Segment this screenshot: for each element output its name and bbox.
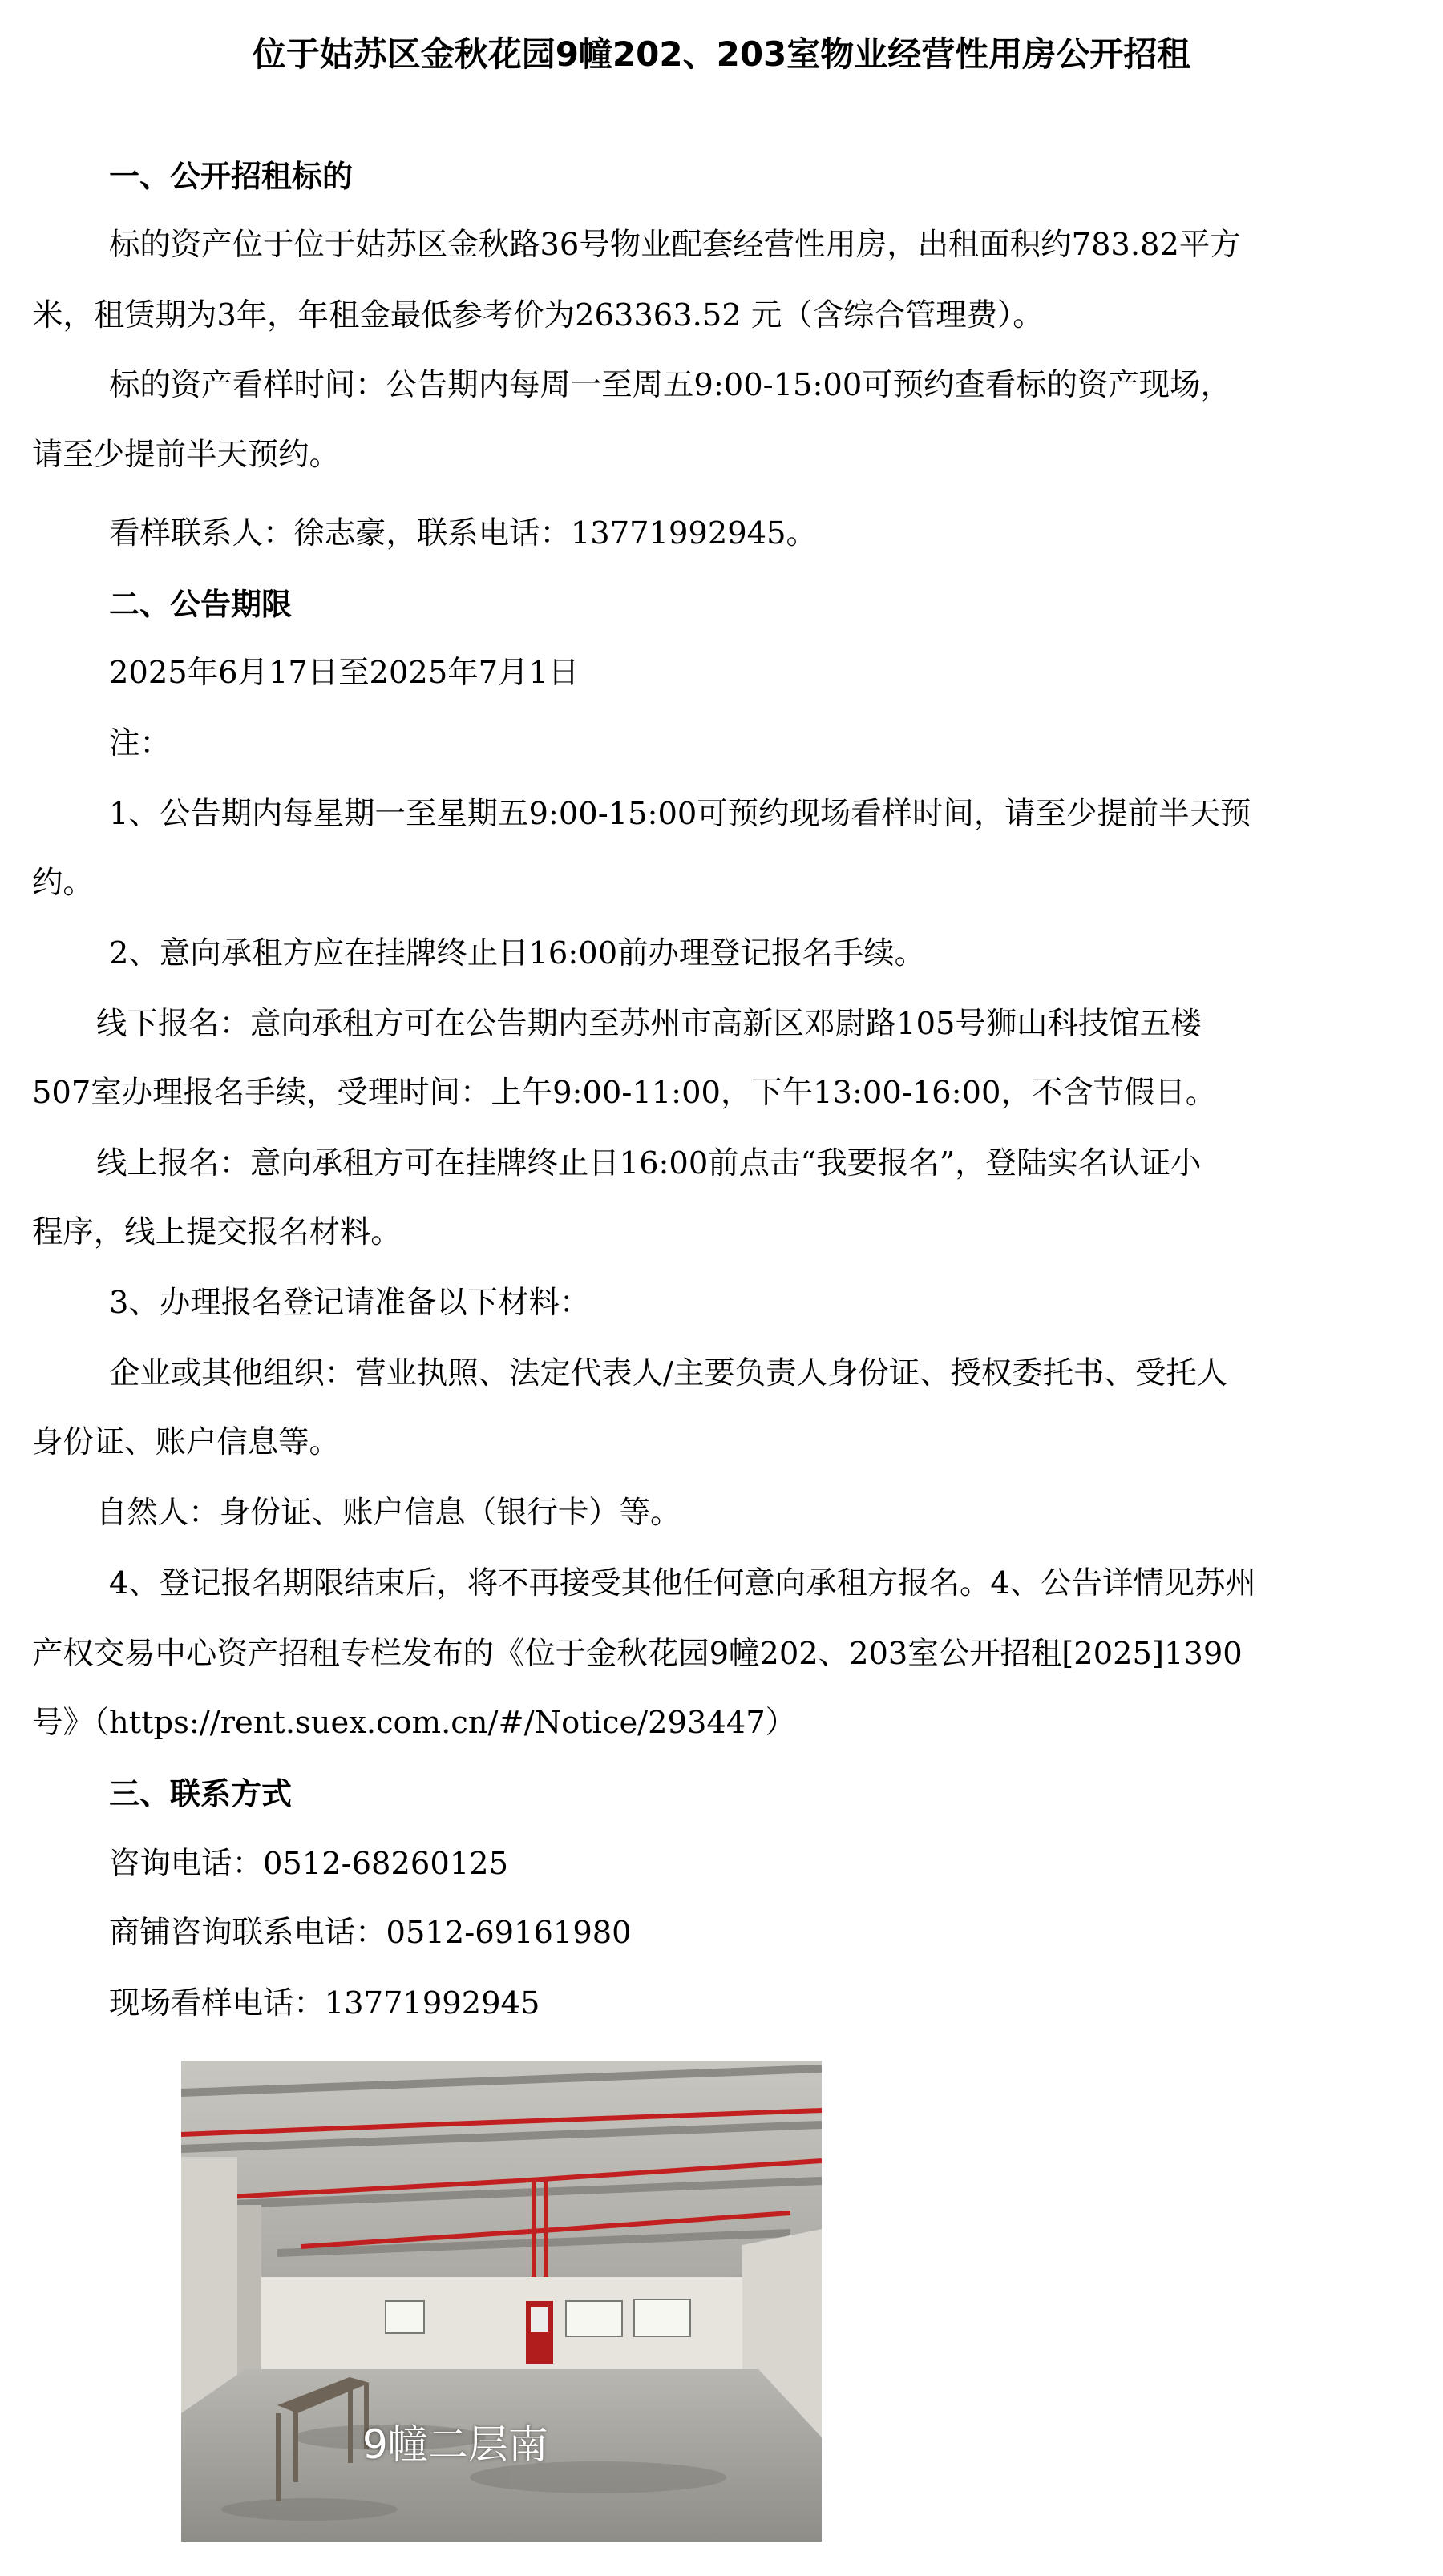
paragraph-line: 线下报名：意向承租方可在公告期内至苏州市高新区邓尉路105号狮山科技馆五楼 bbox=[96, 1006, 1202, 1042]
note-label: 注： bbox=[109, 725, 171, 761]
contact-line: 看样联系人：徐志豪，联系电话：13771992945。 bbox=[109, 515, 817, 551]
paragraph-line: 身份证、账户信息等。 bbox=[32, 1424, 340, 1460]
paragraph-line: 线上报名：意向承租方可在挂牌终止日16:00前点击“我要报名”，登陆实名认证小 bbox=[96, 1145, 1202, 1181]
page-title: 位于姑苏区金秋花园9幢202、203室物业经营性用房公开招租 bbox=[252, 34, 1191, 74]
shop-consult-phone: 商铺咨询联系电话：0512-69161980 bbox=[109, 1915, 632, 1951]
paragraph-line: 约。 bbox=[32, 865, 94, 901]
paragraph-line: 4、登记报名期限结束后，将不再接受其他任何意向承租方报名。4、公告详情见苏州 bbox=[109, 1565, 1256, 1601]
paragraph-line: 标的资产看样时间：公告期内每周一至周五9:00-15:00可预约查看标的资产现场， bbox=[109, 367, 1231, 403]
paragraph-line: 自然人：身份证、账户信息（银行卡）等。 bbox=[96, 1495, 681, 1531]
paragraph-line: 企业或其他组织：营业执照、法定代表人/主要负责人身份证、授权委托书、受托人 bbox=[109, 1355, 1227, 1391]
paragraph-line: 程序，线上提交报名材料。 bbox=[32, 1214, 402, 1250]
notice-link-line: 号》（https://rent.suex.com.cn/#/Notice/293447） bbox=[32, 1705, 797, 1741]
photo-caption: 9幢二层南 bbox=[362, 2421, 548, 2468]
paragraph-line: 标的资产位于位于姑苏区金秋路36号物业配套经营性用房，出租面积约783.82平方 bbox=[109, 227, 1241, 263]
property-photo bbox=[181, 2061, 822, 2542]
section-heading-1: 一、公开招租标的 bbox=[109, 159, 354, 194]
paragraph-line: 2、意向承租方应在挂牌终止日16:00前办理登记报名手续。 bbox=[109, 935, 926, 971]
notice-period: 2025年6月17日至2025年7月1日 bbox=[109, 655, 580, 691]
paragraph-line: 1、公告期内每星期一至星期五9:00-15:00可预约现场看样时间，请至少提前半天预 bbox=[109, 796, 1251, 832]
paragraph-line: 米，租赁期为3年，年租金最低参考价为263363.52 元（含综合管理费）。 bbox=[32, 297, 1044, 333]
paragraph-line: 507室办理报名手续，受理时间：上午9:00-11:00，下午13:00-16:00，不含节假日。 bbox=[32, 1075, 1217, 1111]
section-heading-2: 二、公告期限 bbox=[109, 587, 293, 622]
section-heading-3: 三、联系方式 bbox=[109, 1776, 293, 1811]
consult-phone: 咨询电话：0512-68260125 bbox=[109, 1846, 509, 1882]
viewing-phone: 现场看样电话：13771992945 bbox=[109, 1985, 540, 2021]
paragraph-line: 请至少提前半天预约。 bbox=[32, 437, 340, 473]
paragraph-line: 3、办理报名登记请准备以下材料： bbox=[109, 1285, 591, 1321]
paragraph-line: 产权交易中心资产招租专栏发布的《位于金秋花园9幢202、203室公开招租[2025]1390 bbox=[32, 1636, 1243, 1672]
